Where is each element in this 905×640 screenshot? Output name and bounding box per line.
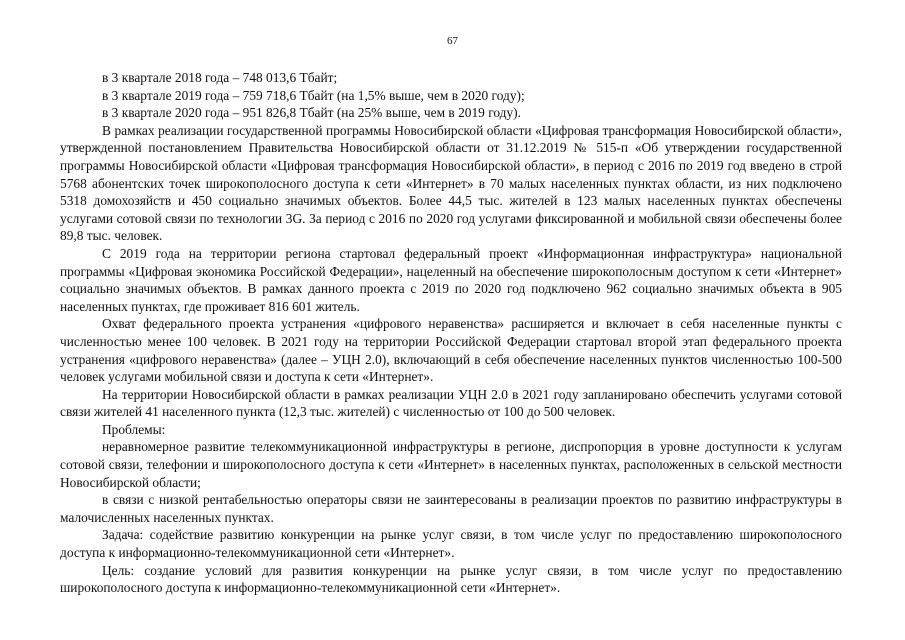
paragraph-federal-project: С 2019 года на территории региона стартовал федеральный проект «Информационная инфраструктура» национальной программы «Цифровая экономика Российской Федерации», нацеленный на обеспечение широкополосным доступом к сети «Интернет» социально значимых объектов. В рамках данного проекта с 2019 по 2020 год подключено 962 социально значимых объекта в 905 населенных пунктах, где проживает 816 601 житель. <box>60 245 842 314</box>
task-paragraph: Задача: содействие развитию конкуренции на рынке услуг связи, в том числе услуг по предоставлению широкополосного доступа к информационно-телекоммуникационной сети «Интернет». <box>60 527 842 561</box>
paragraph-ucn-plan: На территории Новосибирской области в рамках реализации УЦН 2.0 в 2021 году запланировано обеспечить услугами сотовой связи жителей 41 населенного пункта (12,3 тыс. жителей) с численностью от 100 до 500 человек. <box>60 386 842 420</box>
problems-heading: Проблемы: <box>102 421 166 437</box>
traffic-2020-line: в 3 квартале 2020 года – 951 826,8 Тбайт (на 25% выше, чем в 2019 году). <box>102 105 521 121</box>
paragraph-digital-inequality: Охват федерального проекта устранения «цифрового неравенства» расширяется и включает в себя населенные пункты с численностью менее 100 человек. В 2021 году на территории Российской Федерации стартовал второй этап федерального проекта устранения «цифрового неравенства» (далее – УЦН 2.0), включающий в себя обеспечение населенных пунктов численностью 100-500 человек услугами мобильной связи и доступа к сети «Интернет». <box>60 316 842 385</box>
page-number: 67 <box>447 35 458 47</box>
document-body <box>60 69 842 597</box>
traffic-2018-line: в 3 квартале 2018 года – 748 013,6 Тбайт; <box>102 70 338 85</box>
paragraph-state-program: В рамках реализации государственной программы Новосибирской области «Цифровая трансформация Новосибирской области», утвержденной постановлением Правительства Новосибирской области от 31.12.2019 № 515-п «Об утверждении государственной программы Новосибирской области «Цифровая трансформация Новосибирской области», в период с 2016 по 2019 год введено в строй 5768 абонентских точек широкополосного доступа к сети «Интернет» в 70 малых населенных пунктах области, из них подключено 5318 домохозяйств и 450 социально значимых объектов. Более 44,5 тыс. жителей в 123 малых населенных пунктах обеспечены услугами сотовой связи по технологии 3G. За период с 2016 по 2020 год услугами фиксированной и мобильной связи обеспечены более 89,8 тыс. человек. <box>60 122 842 244</box>
goal-paragraph: Цель: создание условий для развития конкуренции на рынке услуг связи, в том числе услуг по предоставлению широкополосного доступа к информационно-телекоммуникационной сети «Интернет». <box>60 562 842 596</box>
traffic-2019-line: в 3 квартале 2019 года – 759 718,6 Тбайт (на 1,5% выше, чем в 2020 году); <box>102 87 525 103</box>
problem-item-low-profitability: в связи с низкой рентабельностью операторы связи не заинтересованы в реализации проектов по развитию инфраструктуры в малочисленных населенных пунктах. <box>60 492 842 525</box>
problem-item-uneven-development: неравномерное развитие телекоммуникационной инфраструктуры в регионе, диспропорция в уровне доступности к услугам сотовой связи, телефонии и широкополосного доступа к сети «Интернет» в населенных пунктах, расположенных в сельской местности Новосибирской области; <box>60 439 842 490</box>
